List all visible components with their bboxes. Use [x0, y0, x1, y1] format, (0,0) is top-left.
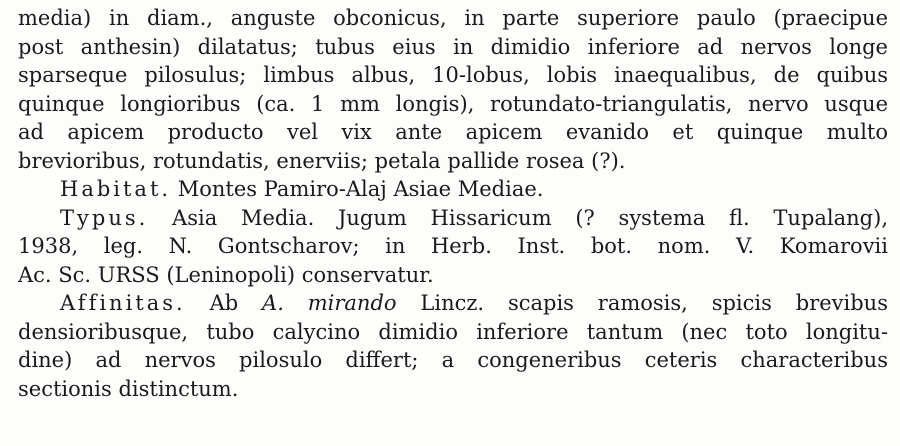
habitat-text: Montes Pamiro-Alaj Asiae Mediae. [171, 177, 544, 201]
habitat-label: Habitat. [60, 177, 172, 201]
text-line: brevioribus, rotundatis, enerviis; petala pallide rosea (?). [18, 148, 626, 173]
text-line: media) in diam., anguste obconicus, in parte superiore paulo (praecipue [18, 6, 888, 30]
species-name: A. mirando [262, 291, 397, 315]
typus-paragraph [18, 204, 888, 233]
text-line: sparseque pilosulus; limbus albus, 10-lobus, lobis inaequalibus, de quibus [18, 63, 888, 87]
affinitas-post: Lincz. scapis ramosis, spicis brevibus [396, 291, 888, 315]
text-line: quinque longioribus (ca. 1 mm longis), rotundato-triangulatis, nervo usque [18, 91, 888, 116]
affinitas-pre: Ab [185, 291, 263, 315]
text-line: 1938, leg. N. Gontscharov; in Herb. Inst. bot. nom. V. Komarovii [18, 234, 888, 258]
text-line: sectionis distinctum. [18, 376, 239, 401]
affinitas-label: Affinitas. [60, 291, 186, 315]
text-line: ad apicem producto vel vix ante apicem evanido et quinque multo [18, 120, 888, 144]
text-line: Ac. Sc. URSS (Leninopoli) conservatur. [18, 262, 434, 287]
text-line: densioribusque, tubo calycino dimidio inferiore tantum (nec toto longitu- [18, 319, 888, 344]
affinitas-paragraph [18, 289, 888, 318]
description-text [18, 4, 892, 403]
text-line: dine) ad nervos pilosulo differt; a congeneribus ceteris characteribus [18, 348, 888, 372]
text-line: post anthesin) dilatatus; tubus eius in dimidio inferiore ad nervos longe [18, 34, 888, 59]
habitat-paragraph [18, 175, 888, 204]
typus-text: Asia Media. Jugum Hissaricum (? systema fl. Tupalang), [148, 205, 888, 230]
typus-label: Typus. [60, 205, 149, 230]
